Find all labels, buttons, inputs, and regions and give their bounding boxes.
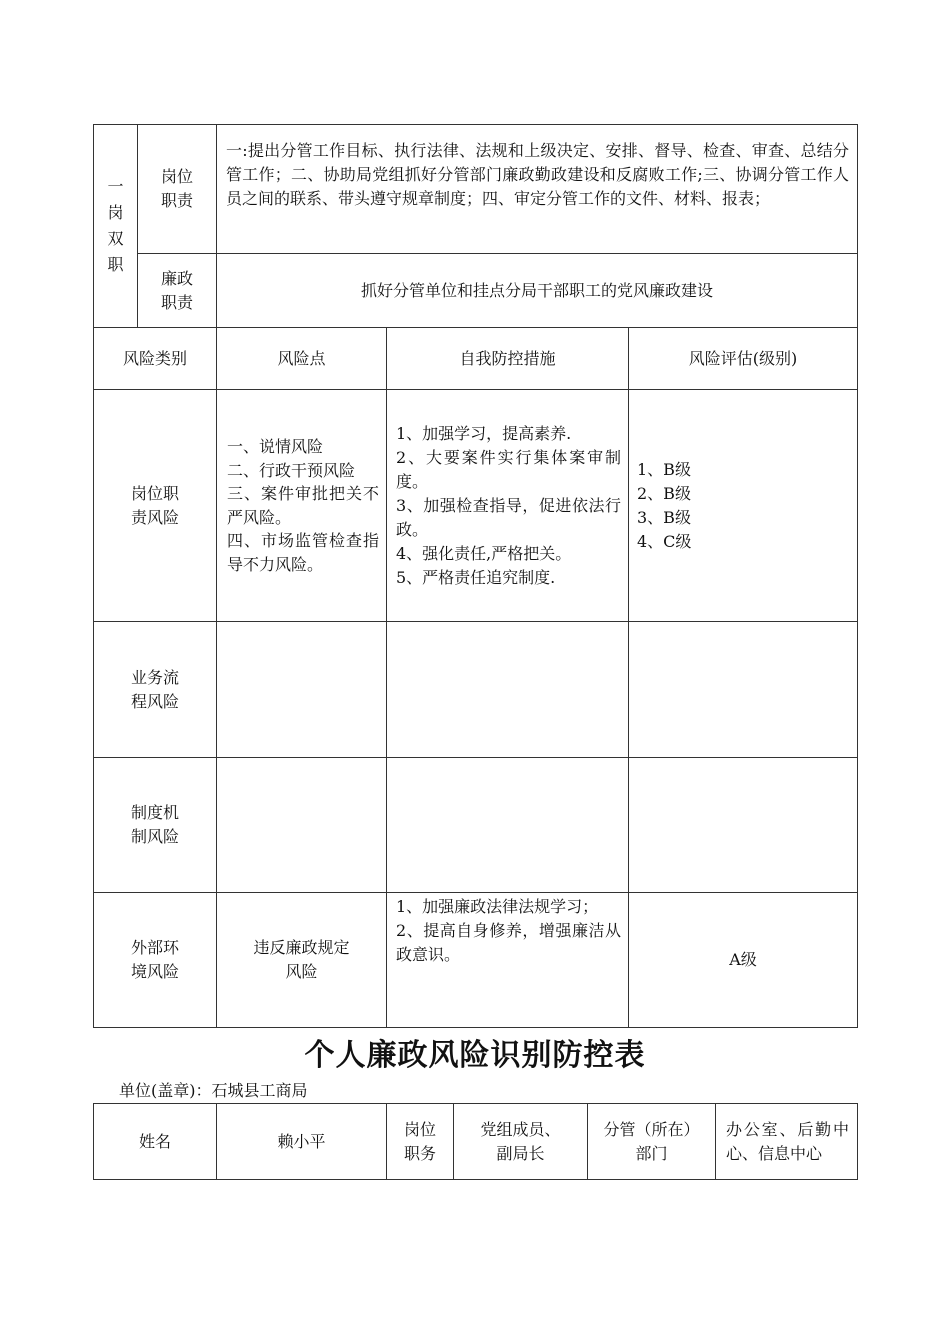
- row-measures: 1、加强学习，提高素养. 2、大要案件实行集体案审制度。 3、加强检查指导，促进依法行政。 4、强化责任,严格把关。 5、严格责任追究制度.: [396, 423, 621, 587]
- post-duty-label: 岗位 职责: [160, 167, 193, 210]
- row-risk-level: A级: [729, 950, 757, 969]
- row-category: 业务流 程风险: [130, 667, 179, 711]
- name-value: 赖小平: [277, 1131, 326, 1151]
- post-value: 党组成员、 副局长: [480, 1119, 561, 1163]
- clean-duty-label: 廉政 职责: [160, 268, 193, 312]
- row-risk-level: 1、B级 2、B级 3、B级 4、C级: [637, 459, 692, 551]
- dept-value: 办公室、后勤中心、信息中心: [726, 1119, 849, 1163]
- header-risk-assessment: 风险评估(级别): [688, 348, 798, 368]
- row-risk-points: 一、说情风险 二、行政干预风险 三、案件审批把关不严风险。 四、市场监管检查指导不力风险。: [227, 437, 379, 574]
- name-label: 姓名: [138, 1131, 171, 1151]
- row-risk-level: [629, 622, 857, 757]
- dept-label: 分管（所在） 部门: [603, 1119, 700, 1163]
- header-risk-point: 风险点: [277, 348, 326, 368]
- row-category: 外部环 境风险: [130, 938, 179, 981]
- row-risk-points: [217, 622, 386, 757]
- row-category: 岗位职 责风险: [130, 483, 179, 527]
- header-self-control-measures: 自我防控措施: [459, 348, 556, 368]
- row-risk-points: [217, 758, 386, 892]
- section-label-dual-duty: 一 岗 双 职: [107, 177, 124, 274]
- unit-line: 单位(盖章)：石城县工商局: [119, 1081, 308, 1100]
- post-label: 岗位 职务: [403, 1119, 436, 1163]
- clean-duty-text: 抓好分管单位和挂点分局干部职工的党风廉政建设: [360, 280, 713, 300]
- row-category: 制度机 制风险: [130, 803, 179, 846]
- form-title: 个人廉政风险识别防控表: [304, 1038, 646, 1073]
- row-measures: 1、加强廉政法律法规学习； 2、提高自身修养，增强廉洁从政意识。: [396, 897, 621, 964]
- row-risk-level: [629, 758, 857, 892]
- row-measures: [387, 758, 628, 892]
- header-risk-category: 风险类别: [122, 348, 187, 368]
- post-duty-text: 一:提出分管工作目标、执行法律、法规和上级决定、安排、督导、检查、审查、总结分管工作；二、协助局党组抓好分管部门廉政勤政建设和反腐败工作;三、协调分管工作人员之间的联系、带头遵守规章制度；四、审定分管工作的文件、材料、报表；: [226, 141, 849, 208]
- row-measures: [387, 622, 628, 757]
- row-risk-points: 违反廉政规定 风险: [253, 938, 350, 981]
